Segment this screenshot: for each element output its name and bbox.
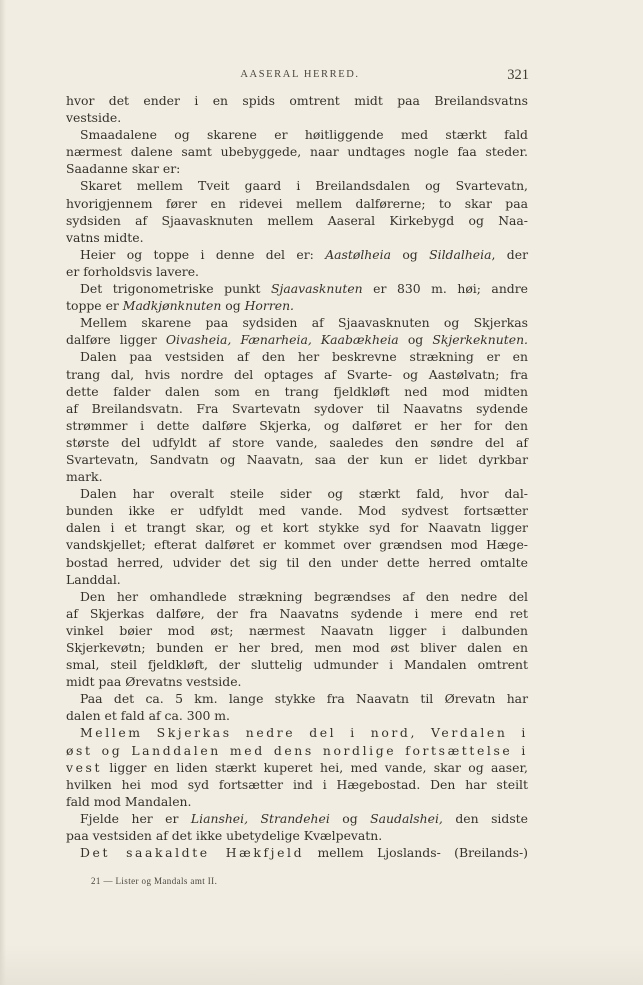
text-line xyxy=(66,742,528,759)
italic-place-name: Aastølheia xyxy=(325,246,391,262)
text-line: Paa det ca. 5 km. lange stykke fra Naavatn til Ørevatn har xyxy=(80,691,528,707)
text-run: og xyxy=(221,298,245,314)
text-line: paa vestsiden af det ikke ubetydelige Kvælpevatn. xyxy=(66,828,383,844)
text-line: nærmest dalene samt ubebyggede, naar undtages nogle faa steder. xyxy=(66,144,528,160)
signature-line: 21 — Lister og Mandals amt II. xyxy=(91,876,218,886)
italic-place-name: Oivasheia, Fænarheia, Kaabækheia xyxy=(165,332,399,348)
text-line: dalen i et trangt skar, og et kort stykke syd for Naavatn ligger xyxy=(66,520,528,536)
italic-place-name: Horren. xyxy=(244,298,294,314)
text-line: Skjerkevøtn; bunden er her bred, men mod øst bliver dalen en xyxy=(66,640,528,655)
text-line: Smaadalene og skarene er høitliggende med stærkt fald xyxy=(80,127,528,143)
text-run: er 830 m. høi; andre xyxy=(362,281,528,297)
text-line xyxy=(66,280,528,297)
italic-place-name: Skjerkeknuten. xyxy=(432,332,528,348)
text-line: er forholdsvis lavere. xyxy=(66,263,199,279)
text-run: mellem Ljoslands- (Breilands-) xyxy=(304,845,528,861)
text-line xyxy=(66,297,528,314)
text-line: trang dal, hvis nordre del optages af Svarte- og Aastølvatn; fra xyxy=(66,366,528,382)
italic-place-name: Lianshei, Strandehei xyxy=(190,810,330,826)
text-line: bunden ikke er udfyldt med vande. Mod sydvest fortsætter xyxy=(66,503,528,519)
text-line: midt paa Ørevatns vestside. xyxy=(66,674,242,690)
text-line: dalen et fald af ca. 300 m. xyxy=(66,708,230,724)
text-line: Den her omhandlede strækning begrændses af den nedre del xyxy=(80,588,528,604)
text-line: Landdal. xyxy=(66,571,121,587)
text-line xyxy=(66,724,528,741)
text-line: Dalen paa vestsiden af den her beskrevne strækning er en xyxy=(80,349,528,365)
text-line xyxy=(66,246,528,263)
text-line: vinkel bøier mod øst; nærmest Naavatn ligger i dalbunden xyxy=(66,622,528,638)
text-run: , der xyxy=(491,246,528,262)
text-line: Saadanne skar er: xyxy=(66,161,181,177)
spaced-text: øst og Landdalen med dens nordlige fortsættelse i xyxy=(66,742,528,758)
text-line: Dalen har overalt steile sider og stærkt fald, hvor dal- xyxy=(80,486,528,502)
text-line: hvilken hei mod syd fortsætter ind i Hægebostad. Den har steilt xyxy=(66,776,528,792)
spaced-text: Mellem Skjerkas nedre del i nord, Verdalen i xyxy=(80,725,528,741)
text-line xyxy=(66,810,528,827)
text-line: hvor det ender i en spids omtrent midt paa Breilandsvatns xyxy=(66,93,528,108)
text-line: Svartevatn, Sandvatn og Naavatn, saa der kun er lidet dyrkbar xyxy=(66,451,528,467)
running-header xyxy=(0,69,643,87)
text-line: Mellem skarene paa sydsiden af Sjaavasknuten og Skjerkas xyxy=(80,315,528,331)
text-line: bostad herred, udvider det sig til den under dette herred omtalte xyxy=(66,554,528,570)
spaced-text: Det saakaldte Hækfjeld xyxy=(80,845,305,861)
text-line: fald mod Mandalen. xyxy=(66,793,192,809)
header-title: AASERAL HERRED. xyxy=(240,69,360,80)
italic-place-name: Sildalheia xyxy=(429,246,492,262)
text-line: af Breilandsvatn. Fra Svartevatn sydover til Naavatns sydende xyxy=(66,400,528,416)
text-run: Det trigonometriske punkt xyxy=(80,281,272,297)
page-bottom-edge xyxy=(0,945,643,985)
italic-place-name: Madkjønknuten xyxy=(122,298,222,314)
page-gutter-shadow xyxy=(0,0,6,985)
text-line: af Skjerkas dalføre, der fra Naavatns sydende i mere end ret xyxy=(66,605,528,621)
italic-place-name: Sjaavasknuten xyxy=(271,281,363,297)
text-run: og xyxy=(398,332,433,348)
text-line: vatns midte. xyxy=(66,229,144,245)
text-line: dette falder dalen som en trang fjeldkløft ned mod midten xyxy=(66,383,528,399)
text-run: dalføre ligger xyxy=(66,332,166,348)
text-line xyxy=(66,844,528,861)
text-run: og xyxy=(329,810,371,826)
text-run: toppe er xyxy=(66,298,123,314)
text-line: sydsiden af Sjaavasknuten mellem Aaseral Kirkebygd og Naa- xyxy=(66,212,528,228)
text-run: Fjelde her er xyxy=(80,810,191,826)
text-line xyxy=(66,331,528,348)
spaced-text: vest xyxy=(66,759,103,775)
text-line: største del udfyldt af store vande, saaledes den søndre del af xyxy=(66,434,528,450)
body-text xyxy=(66,92,528,861)
text-run: og xyxy=(390,246,430,262)
text-line: hvorigjennem fører en ridevei mellem dalførerne; to skar paa xyxy=(66,195,528,211)
text-line xyxy=(66,759,528,776)
page-number: 321 xyxy=(507,67,529,83)
text-line: strømmer i dette dalføre Skjerka, og dalføret er her for den xyxy=(66,417,528,433)
text-run: Heier og toppe i denne del er: xyxy=(80,246,326,262)
text-run: den sidste xyxy=(442,810,528,826)
text-line: Skaret mellem Tveit gaard i Breilandsdalen og Svartevatn, xyxy=(80,178,528,194)
text-line: mark. xyxy=(66,469,103,485)
italic-place-name: Saudalshei, xyxy=(370,810,443,826)
text-run: ligger en liden stærkt kuperet hei, med vande, skar og aaser, xyxy=(102,759,528,775)
text-line: vandskjellet; efterat dalføret er kommet over grændsen mod Hæge- xyxy=(66,537,528,553)
text-line: vestside. xyxy=(66,110,122,126)
text-line: smal, steil fjeldkløft, der sluttelig udmunder i Mandalen omtrent xyxy=(66,657,528,673)
